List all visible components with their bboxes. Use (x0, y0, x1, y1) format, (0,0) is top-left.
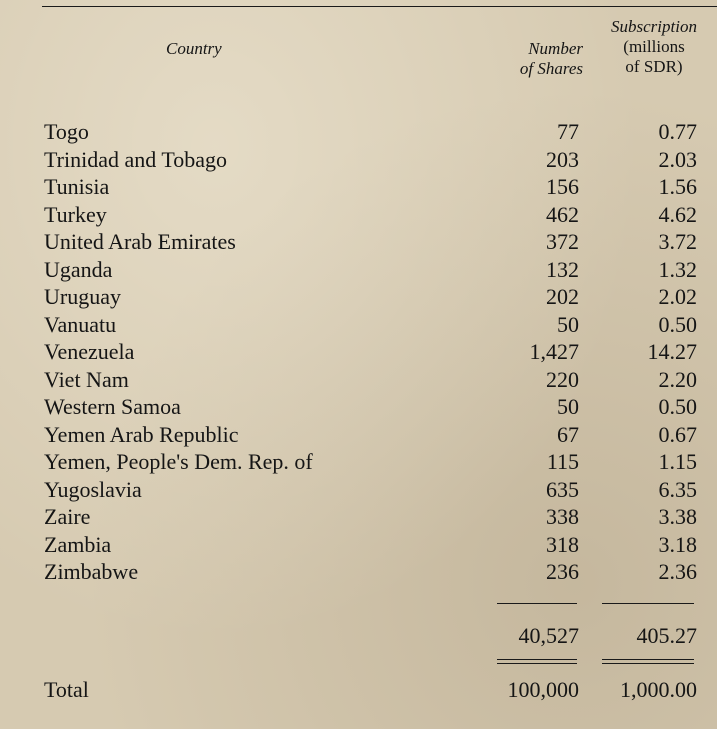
country-name: Turkey (44, 201, 107, 227)
table-row (0, 311, 717, 339)
header-sub-line1: Subscription (611, 17, 697, 36)
country-name: Western Samoa (44, 394, 181, 419)
country-name: United Arab Emirates (44, 229, 236, 254)
country-name: Vanuatu (44, 311, 117, 337)
subscription-value: 1.56 (658, 174, 697, 199)
subscription-value: 6.35 (658, 476, 697, 502)
number-of-shares: 220 (546, 366, 579, 392)
subscription-value: 0.50 (658, 394, 697, 419)
header-sub-line3: of SDR) (625, 57, 683, 76)
table-row (0, 366, 717, 394)
number-of-shares: 635 (546, 476, 579, 502)
number-of-shares: 132 (546, 256, 579, 282)
number-of-shares: 67 (557, 421, 579, 447)
subtotal-row (0, 622, 717, 650)
table-row (0, 173, 717, 201)
subscription-value: 1.15 (658, 449, 697, 474)
table-row (0, 146, 717, 174)
number-of-shares: 203 (546, 146, 579, 172)
subscription-value: 1.32 (658, 256, 697, 282)
total-shares: 100,000 (507, 677, 579, 702)
country-name: Zaire (44, 504, 91, 529)
subtotal-subscription: 405.27 (636, 623, 697, 648)
total-rule-shares-2 (497, 663, 577, 664)
total-rule-subscription-1 (602, 659, 694, 660)
country-name: Yemen, People's Dem. Rep. of (44, 449, 313, 474)
country-name: Togo (44, 119, 89, 144)
subscription-value: 4.62 (658, 201, 697, 227)
table-row (0, 201, 717, 229)
number-of-shares: 318 (546, 531, 579, 557)
subscription-value: 2.02 (658, 284, 697, 309)
subtotal-shares: 40,527 (518, 623, 579, 648)
number-of-shares: 1,427 (529, 339, 579, 364)
number-of-shares: 77 (557, 119, 579, 144)
country-name: Uganda (44, 256, 113, 282)
country-name: Yemen Arab Republic (44, 421, 239, 447)
subscription-value: 2.36 (658, 559, 697, 584)
subscription-value: 14.27 (647, 339, 697, 364)
table-row (0, 503, 717, 531)
header-number-of-shares (520, 39, 583, 79)
subscription-value: 3.72 (658, 229, 697, 254)
table-row (0, 118, 717, 146)
number-of-shares: 156 (546, 174, 579, 199)
top-rule (42, 6, 717, 7)
header-sub-line2: (millions (623, 37, 685, 56)
table-row (0, 256, 717, 284)
total-label: Total (44, 677, 89, 702)
number-of-shares: 115 (546, 449, 579, 474)
number-of-shares: 236 (546, 559, 579, 584)
country-name: Venezuela (44, 339, 135, 364)
header-shares-line2: of Shares (519, 59, 583, 78)
subtotal-rule-subscription (602, 603, 694, 604)
country-name: Tunisia (44, 174, 110, 199)
total-rule-shares-1 (497, 659, 577, 660)
table-row (0, 531, 717, 559)
total-rule-subscription-2 (602, 663, 694, 664)
total-subscription: 1,000.00 (620, 677, 697, 702)
table-row (0, 228, 717, 256)
number-of-shares: 50 (557, 394, 579, 419)
country-name: Viet Nam (44, 366, 129, 392)
subtotal-rule-shares (497, 603, 577, 604)
number-of-shares: 50 (557, 311, 579, 337)
country-name: Uruguay (44, 284, 121, 309)
header-subscription (595, 17, 713, 77)
header-country: Country (166, 39, 222, 58)
table-row (0, 393, 717, 421)
table-row (0, 476, 717, 504)
subscription-value: 2.20 (658, 366, 697, 392)
subscription-value: 0.67 (658, 421, 697, 447)
country-name: Zimbabwe (44, 559, 139, 584)
table-row (0, 421, 717, 449)
subscription-value: 2.03 (658, 146, 697, 172)
number-of-shares: 462 (546, 201, 579, 227)
subscription-value: 3.18 (658, 531, 697, 557)
table-row (0, 338, 717, 366)
country-name: Trinidad and Tobago (44, 146, 228, 172)
country-name: Yugoslavia (44, 476, 142, 502)
table-row (0, 558, 717, 586)
header-shares-line1: Number (528, 39, 583, 58)
country-name: Zambia (44, 531, 112, 557)
table-row (0, 448, 717, 476)
total-row (0, 676, 717, 704)
subscription-value: 3.38 (658, 504, 697, 529)
subscription-value: 0.50 (658, 311, 697, 337)
number-of-shares: 338 (546, 504, 579, 529)
number-of-shares: 372 (546, 229, 579, 254)
number-of-shares: 202 (546, 284, 579, 309)
subscription-value: 0.77 (658, 119, 697, 144)
table-row (0, 283, 717, 311)
